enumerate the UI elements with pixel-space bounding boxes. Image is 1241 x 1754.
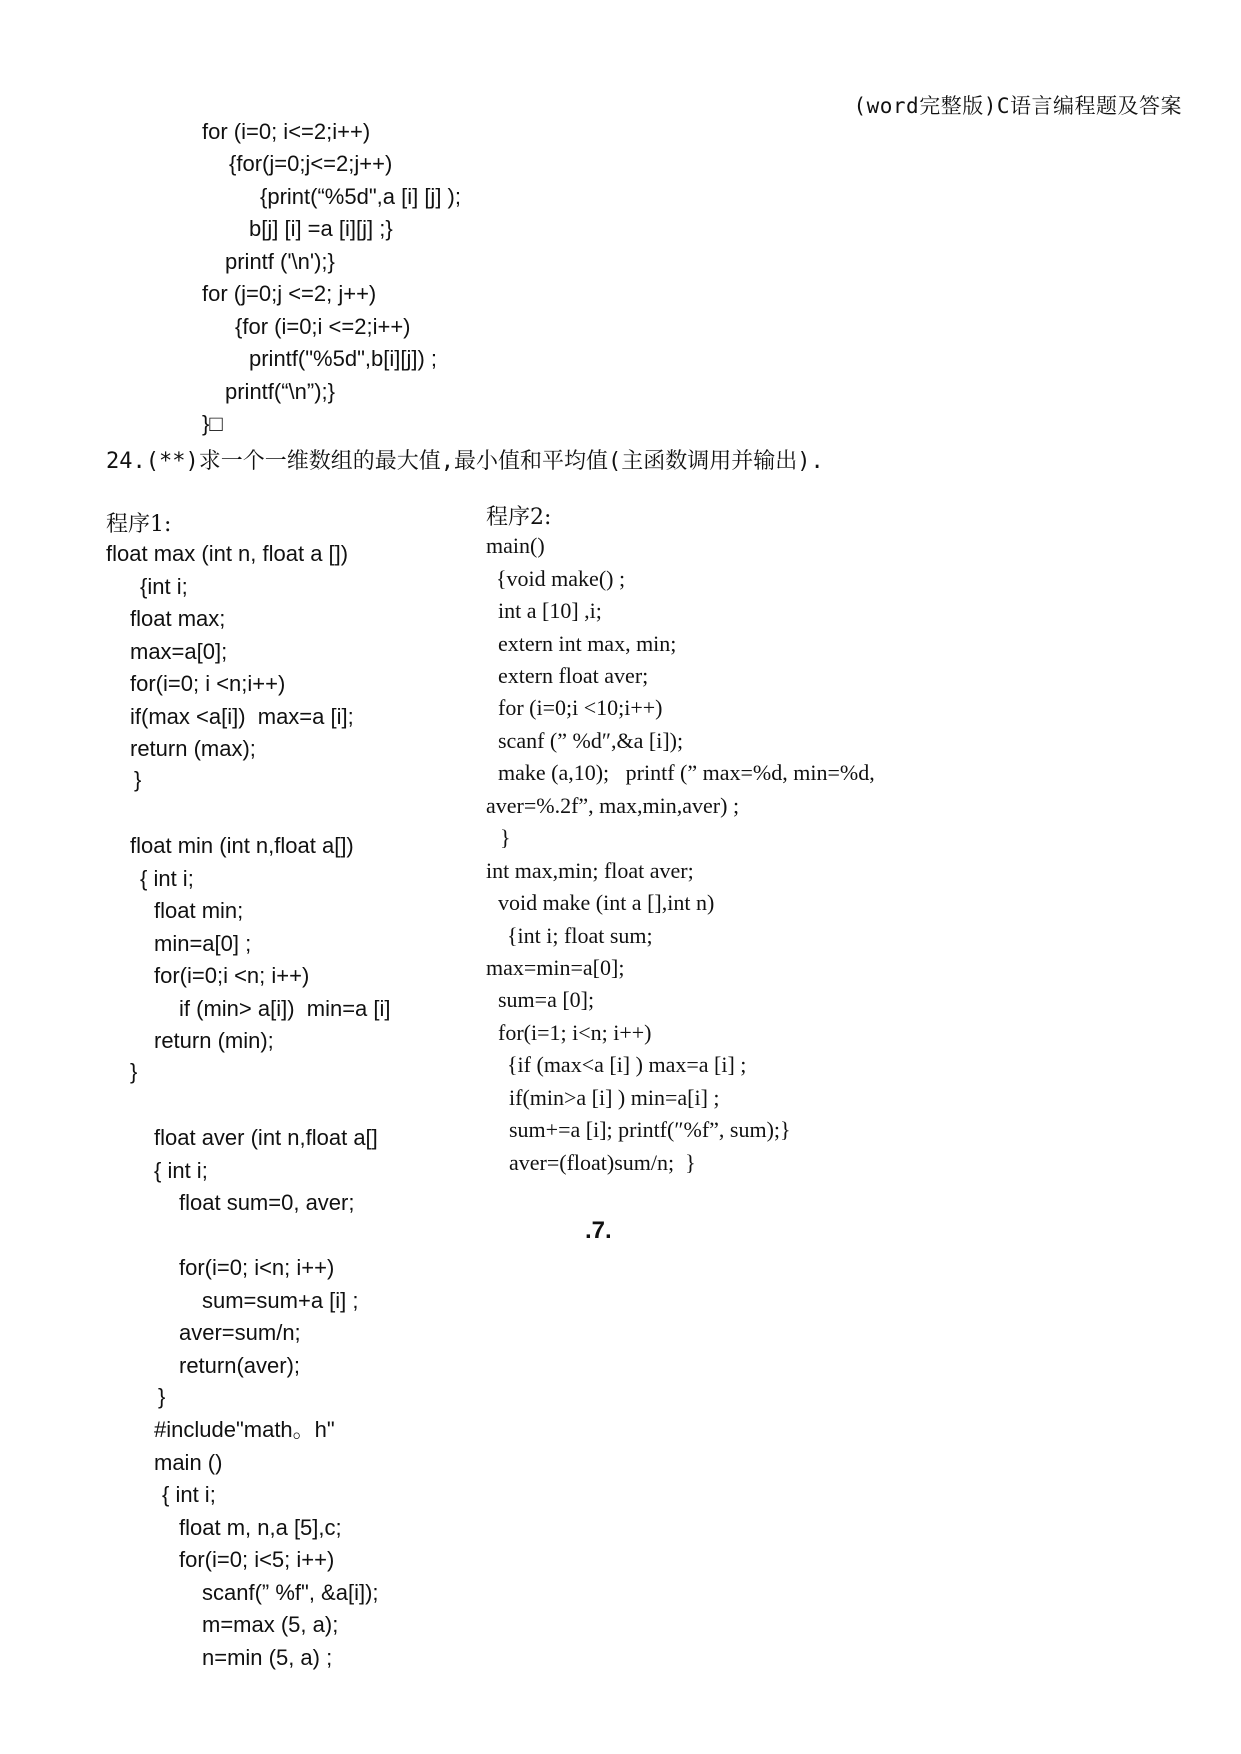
- code-line: return(aver);: [179, 1353, 301, 1378]
- code-line: for(i=1; i<n; i++): [498, 1020, 652, 1045]
- page-number: .7.: [585, 1217, 612, 1244]
- page-header: (word完整版)C语言编程题及答案: [853, 94, 1182, 118]
- code-line: {int i;: [140, 574, 188, 599]
- code-line: {void make() ;: [496, 566, 626, 591]
- code-line: float max;: [130, 606, 226, 631]
- code-line: printf("%5d",b[i][j]) ;: [249, 346, 438, 371]
- program2-label: 程序2:: [486, 505, 552, 530]
- code-line: {int i; float sum;: [507, 923, 653, 948]
- code-line: for (j=0;j <=2; j++): [202, 281, 377, 306]
- code-line: printf ('\n');}: [225, 249, 335, 274]
- code-line: float max (int n, float a []): [106, 541, 349, 566]
- code-line: float m, n,a [5],c;: [179, 1515, 342, 1540]
- code-line: void make (int a [],int n): [498, 890, 715, 915]
- code-line: for(i=0; i <n;i++): [130, 671, 286, 696]
- code-line: { int i;: [140, 866, 194, 891]
- code-line: #include"math。h": [154, 1417, 335, 1442]
- code-line: { int i;: [162, 1482, 216, 1507]
- code-line: }: [134, 767, 142, 792]
- code-line: m=max (5, a);: [202, 1612, 339, 1637]
- code-line: {for (i=0;i <=2;i++): [235, 314, 411, 339]
- program1-label: 程序1:: [106, 512, 172, 537]
- code-line: b[j] [i] =a [i][j] ;}: [249, 216, 393, 241]
- question-24: 24.(**)求一个一维数组的最大值,最小值和平均值(主函数调用并输出).: [106, 449, 824, 474]
- code-line: n=min (5, a) ;: [202, 1645, 333, 1670]
- code-line: }: [130, 1059, 138, 1084]
- code-line: extern int max, min;: [498, 631, 677, 656]
- code-line: return (min);: [154, 1028, 274, 1053]
- code-line: sum=a [0];: [498, 987, 595, 1012]
- code-line: max=a[0];: [130, 639, 228, 664]
- code-line: }: [500, 825, 511, 850]
- code-line: sum=sum+a [i] ;: [202, 1288, 359, 1313]
- code-line: for(i=0;i <n; i++): [154, 963, 310, 988]
- code-line: sum+=a [i]; printf(″%f”, sum);}: [509, 1117, 791, 1142]
- code-line: float sum=0, aver;: [179, 1190, 355, 1215]
- code-line: max=min=a[0];: [486, 955, 625, 980]
- code-line: int max,min; float aver;: [486, 858, 694, 883]
- code-line: main (): [154, 1450, 223, 1475]
- code-line: { int i;: [154, 1158, 208, 1183]
- code-line: main(): [486, 533, 545, 558]
- code-line: aver=(float)sum/n; }: [509, 1150, 696, 1175]
- code-line: extern float aver;: [498, 663, 649, 688]
- code-line: if(min>a [i] ) min=a[i] ;: [509, 1085, 720, 1110]
- code-line: aver=sum/n;: [179, 1320, 301, 1345]
- code-line: {if (max<a [i] ) max=a [i] ;: [507, 1052, 747, 1077]
- code-line: return (max);: [130, 736, 256, 761]
- code-line: {for(j=0;j<=2;j++): [229, 151, 393, 176]
- code-line: for (i=0;i <10;i++): [498, 695, 663, 720]
- code-line: for(i=0; i<n; i++): [179, 1255, 335, 1280]
- code-line: }□: [202, 411, 223, 436]
- code-line: float min;: [154, 898, 244, 923]
- code-line: {print(“%5d",a [i] [j] );: [260, 184, 461, 209]
- code-line: for(i=0; i<5; i++): [179, 1547, 335, 1572]
- code-line: float aver (int n,float a[]: [154, 1125, 378, 1150]
- code-line: }: [158, 1384, 166, 1409]
- code-line: for (i=0; i<=2;i++): [202, 119, 371, 144]
- code-line: make (a,10); printf (” max=%d, min=%d,: [498, 760, 875, 785]
- code-line: if(max <a[i]) max=a [i];: [130, 704, 354, 729]
- code-line: min=a[0] ;: [154, 931, 252, 956]
- code-line: int a [10] ,i;: [498, 598, 602, 623]
- code-line: float min (int n,float a[]): [130, 833, 354, 858]
- code-line: scanf (” %d″,&a [i]);: [498, 728, 684, 753]
- code-line: scanf(” %f", &a[i]);: [202, 1580, 379, 1605]
- code-line: aver=%.2f”, max,min,aver) ;: [486, 793, 740, 818]
- code-line: printf(“\n”);}: [225, 379, 336, 404]
- code-line: if (min> a[i]) min=a [i]: [179, 996, 391, 1021]
